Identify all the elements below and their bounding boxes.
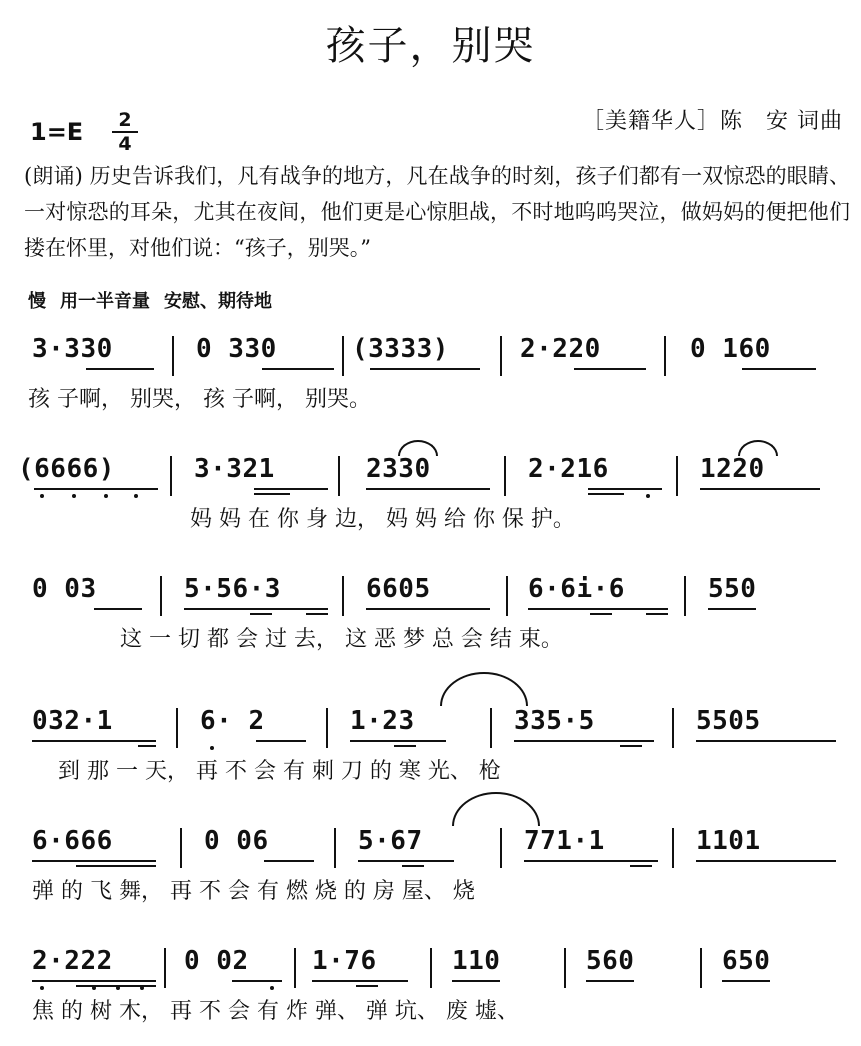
measure: 2330: [366, 454, 431, 484]
tempo-speed: 慢: [28, 291, 46, 312]
lyric-line: 妈 妈 在 你 身 边， 妈 妈 给 你 保 护。: [190, 507, 575, 532]
measure: 0 02: [184, 946, 249, 976]
song-title: 孩子，别哭: [325, 23, 536, 69]
measure: 3·330: [32, 334, 113, 364]
measure: 0 160: [690, 334, 771, 364]
measure: 560: [586, 946, 635, 976]
lyric-line: 弹 的 飞 舞， 再 不 会 有 燃 烧 的 房 屋、 烧: [32, 879, 475, 904]
tempo-marking: [28, 287, 286, 313]
lyric-line: 到 那 一 天， 再 不 会 有 刺 刀 的 寒 光、 枪: [58, 759, 501, 784]
measure: 1·23: [350, 706, 415, 736]
lyric-line: 这 一 切 都 会 过 去， 这 恶 梦 总 会 结 束。: [120, 627, 563, 652]
measure: 650: [722, 946, 771, 976]
lyric-line: 焦 的 树 木， 再 不 会 有 炸 弹、 弹 坑、 废 墟、: [32, 999, 519, 1024]
measure: 3·321: [194, 454, 275, 484]
score-system-3: [0, 574, 861, 674]
measure: (6666): [18, 454, 115, 484]
score-system-5: [0, 826, 861, 926]
measure: 1220: [700, 454, 765, 484]
score-system-6: [0, 946, 861, 1046]
measure: 771·1: [524, 826, 605, 856]
measure: 5·56·3: [184, 574, 281, 604]
key-signature: 1=E: [30, 118, 84, 146]
measure: 6605: [366, 574, 431, 604]
tempo-expression: 安慰、期待地: [164, 291, 272, 312]
measure: 5505: [696, 706, 761, 736]
measure: 2·216: [528, 454, 609, 484]
measure: 0 06: [204, 826, 269, 856]
measure: 110: [452, 946, 501, 976]
measure: 0 03: [32, 574, 97, 604]
recitation-text: (朗诵) 历史告诉我们，凡有战争的地方，凡在战争的时刻，孩子们都有一双惊恐的眼睛、一对惊恐的耳朵，尤其在夜间，他们更是心惊胆战，不时地呜呜哭泣，做妈妈的便把他们搂在怀里，对他们说：“孩子，别哭。”: [24, 164, 850, 260]
measure: 550: [708, 574, 757, 604]
time-signature: [112, 110, 138, 154]
meter-top: 2: [118, 109, 132, 131]
measure: 335·5: [514, 706, 595, 736]
measure: 2·222: [32, 946, 113, 976]
measure: 2·220: [520, 334, 601, 364]
measure: 1101: [696, 826, 761, 856]
measure: 0 330: [196, 334, 277, 364]
measure: 032·1: [32, 706, 113, 736]
measure: 5·67: [358, 826, 423, 856]
meter-bottom: 4: [118, 133, 132, 155]
measure: 6·666: [32, 826, 113, 856]
score-system-4: [0, 706, 861, 806]
measure: 6·6i·6: [528, 574, 625, 604]
measure: 1·76: [312, 946, 377, 976]
measure: (3333): [352, 334, 449, 364]
measure: 6· 2: [200, 706, 265, 736]
composer-credit: ［美籍华人］陈 安 词曲: [582, 109, 843, 134]
score-system-2: [0, 454, 861, 554]
score-system-1: [0, 334, 861, 434]
lyric-line: 孩 子啊， 别哭， 孩 子啊， 别哭。: [28, 387, 371, 412]
tempo-volume: 用一半音量: [60, 291, 150, 312]
